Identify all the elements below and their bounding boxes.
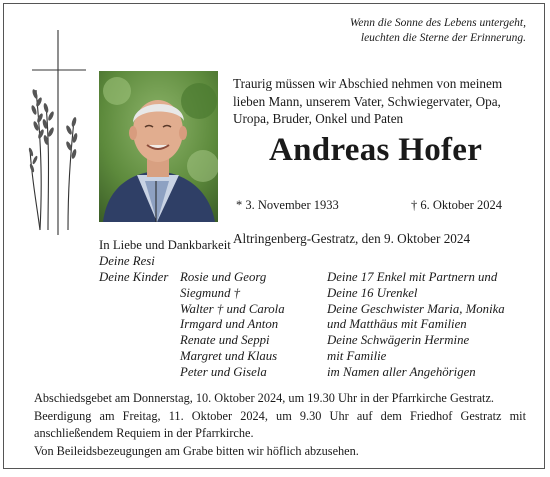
relatives-entry: Deine Schwägerin Hermine xyxy=(327,333,470,348)
child-entry: Peter und Gisela xyxy=(180,365,267,380)
funeral-notice: Beerdigung am Freitag, 11. Oktober 2024, um 9.30 Uhr auf dem Friedhof Gestratz mit anschließendem Requiem in der Pfarrkirche. xyxy=(34,408,526,440)
motto xyxy=(350,16,526,46)
prayer-notice: Abschiedsgebet am Donnerstag, 10. Oktober 2024, um 19.30 Uhr in der Pfarrkirche Gestratz. xyxy=(34,391,494,405)
child-entry: Walter † und Carola xyxy=(180,301,285,316)
service-information xyxy=(34,390,526,460)
intro-line-2: lieben Mann, unserem Vater, Schwiegervater, Opa, xyxy=(233,93,501,109)
child-entry: Siegmund † xyxy=(180,285,241,300)
portrait-photo xyxy=(99,71,218,222)
place-and-date: Altringenberg-Gestratz, den 9. Oktober 2024 xyxy=(233,231,471,246)
condolences-notice: Von Beileidsbezeugungen am Grabe bitten wir höflich abzusehen. xyxy=(34,443,359,458)
motto-line-1: Wenn die Sonne des Lebens untergeht, xyxy=(349,17,526,29)
cross-with-wheat-icon xyxy=(28,30,90,235)
child-entry: Irmgard und Anton xyxy=(180,317,279,332)
intro-line-3: Uropa, Bruder, Onkel und Paten xyxy=(233,111,404,126)
mourners-heading: In Liebe und Dankbarkeit xyxy=(99,238,231,252)
relatives-entry: mit Familie xyxy=(327,349,387,364)
deceased-name: Andreas Hofer xyxy=(269,132,483,168)
birth-date: * 3. November 1933 xyxy=(236,198,339,212)
relatives-entry: Deine Geschwister Maria, Monika xyxy=(327,301,505,316)
wife-line: Deine Resi xyxy=(99,253,155,268)
relatives-entry: Deine 16 Urenkel xyxy=(327,285,418,300)
relatives-entry: und Matthäus mit Familien xyxy=(327,317,467,332)
relatives-entry: im Namen aller Angehörigen xyxy=(327,365,476,380)
mourners-list xyxy=(99,238,539,381)
death-date: † 6. Oktober 2024 xyxy=(411,198,502,212)
child-entry: Margret und Klaus xyxy=(180,349,278,364)
death-notice xyxy=(3,3,545,469)
motto-line-2: leuchten die Sterne der Erinnerung. xyxy=(360,32,526,44)
children-label: Deine Kinder xyxy=(99,269,169,284)
intro-line-1: Traurig müssen wir Abschied nehmen von meinem xyxy=(233,76,503,91)
child-entry: Renate und Seppi xyxy=(180,333,270,348)
intro-text xyxy=(233,75,533,128)
child-entry: Rosie und Georg xyxy=(180,269,267,284)
relatives-entry: Deine 17 Enkel mit Partnern und xyxy=(327,269,498,284)
